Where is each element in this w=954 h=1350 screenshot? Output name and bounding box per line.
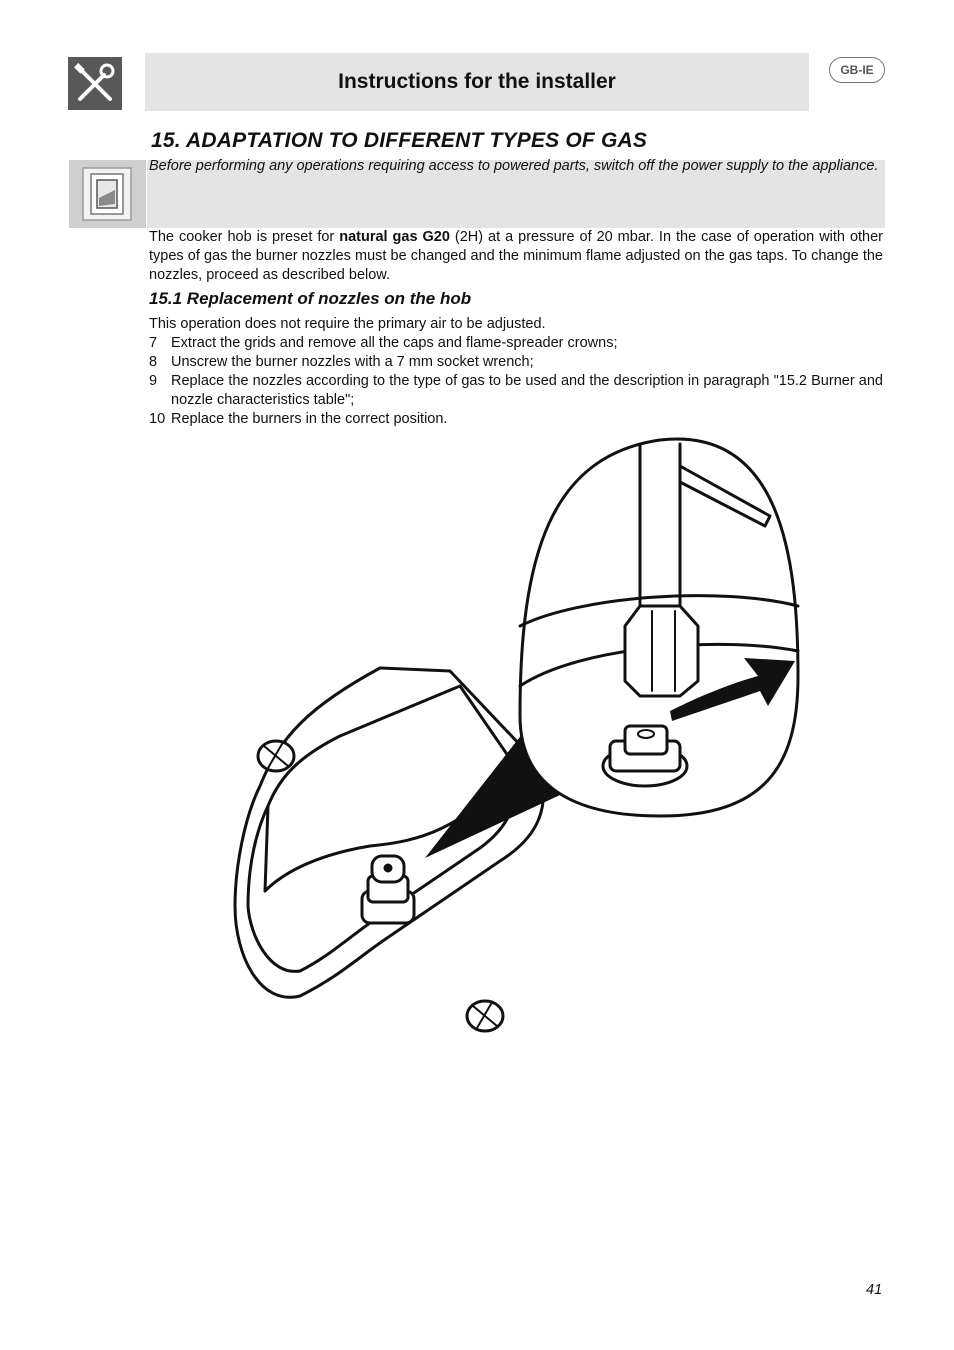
subsection-title: 15.1 Replacement of nozzles on the hob [149, 289, 472, 308]
steps-list [149, 334, 883, 429]
section-title: 15. ADAPTATION TO DIFFERENT TYPES OF GAS [151, 129, 648, 152]
list-item: 7 Extract the grids and remove all the caps and flame-spreader crowns; [149, 335, 618, 351]
list-item: 10 Replace the burners in the correct position. [149, 411, 448, 427]
header-title: Instructions for the installer [338, 70, 616, 93]
gas-type-bold: natural gas G20 [339, 229, 450, 245]
intro-paragraph: The cooker hob is preset for natural gas G20 (2H) at a pressure of 20 mbar. In the case of operation with other types of gas the burner nozzles must be changed and the minimum flame adjusted on the gas taps. To change the nozzles, proceed as described below. [149, 229, 884, 283]
language-badge: GB-IE [829, 57, 885, 83]
list-item: 9 Replace the nozzles according to the type of gas to be used and the description in paragraph "15.2 Burner and nozzle characteristics table"; [149, 373, 883, 408]
list-item: 8 Unscrew the burner nozzles with a 7 mm socket wrench; [149, 354, 534, 370]
subsection-intro: This operation does not require the primary air to be adjusted. [149, 316, 546, 332]
page-number: 41 [866, 1282, 883, 1298]
nozzle-wrench-illustration [220, 436, 810, 1036]
electric-switch-icon [69, 160, 146, 228]
warning-text: Before performing any operations requiring access to powered parts, switch off the power supply to the appliance. [149, 158, 879, 174]
tools-icon [68, 57, 122, 110]
header-bar [145, 53, 809, 111]
